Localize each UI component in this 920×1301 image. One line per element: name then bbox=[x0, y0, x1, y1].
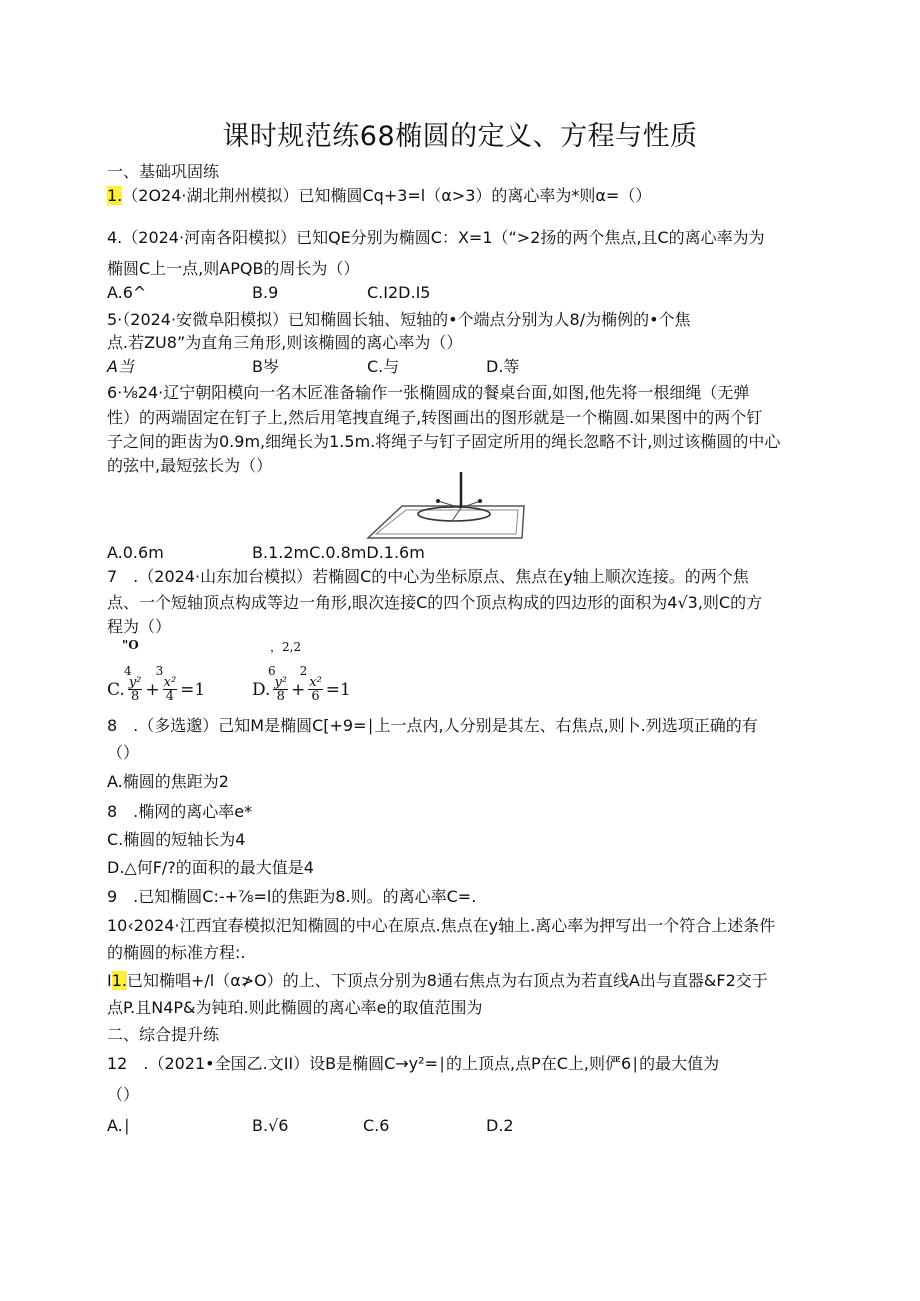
question-4-line1: 4.（2024·河南各阳模拟）已知QE分别为椭圆C：X=1（“>2扬的两个焦点,且C的离心率为为 bbox=[107, 228, 765, 247]
q8-option-c: C.椭圆的短轴长为4 bbox=[107, 830, 246, 849]
question-8-line2: （） bbox=[107, 743, 140, 762]
q5-option-d: D.等 bbox=[486, 357, 520, 376]
nail-right bbox=[478, 499, 482, 503]
question-11-line1: I1.已知椭唱+/l（α≯O）的上、下顶点分别为8通右焦点为右顶点为若直线A出与直器&F2交于 bbox=[107, 971, 768, 990]
question-9: 9 .已知椭圆C:-+⅞=l的焦距为8.则。的离心率C=. bbox=[107, 887, 477, 906]
question-11-line2: 点P.且N4P&为钝珀.则此椭圆的离心率e的取值范围为 bbox=[107, 998, 483, 1017]
question-7-line1: 7 .（2024·山东加台模拟）若椭圆C的中心为坐标原点、焦点在y轴上顺次连接。的两个焦 bbox=[107, 567, 749, 586]
question-12-line1: 12 .（2021•全国乙.文II）设B是椭圆C→y²=∣的上顶点,点P在C上,则俨6∣的最大值为 bbox=[107, 1054, 720, 1073]
q12-option-c: C.6 bbox=[363, 1116, 390, 1135]
question-10-line1: 10‹2024·江西宜春模拟汜知椭圆的中心在原点.焦点在y轴上.离心率为押写出一个符合上述条件 bbox=[107, 916, 776, 935]
question-1 bbox=[107, 186, 651, 206]
question-6-line4: 的弦中,最短弦长为（） bbox=[107, 456, 273, 475]
question-1-text: （2O24·湖北荆州模拟）已知椭圆Cq+3=l（α>3）的离心率为*则α=（） bbox=[122, 186, 652, 205]
q6-option-bcd: B.1.2mC.0.8mD.1.6m bbox=[252, 543, 425, 562]
q7-fragment-left: "O bbox=[122, 638, 139, 652]
q7-optd-label: D. bbox=[252, 679, 271, 700]
question-5-line1: 5·（2024·安微阜阳模拟）已知椭圆长轴、短轴的•个端点分别为人8/为椭例的•个焦 bbox=[107, 310, 691, 329]
q12-option-b: B.√6 bbox=[252, 1116, 289, 1135]
q5-option-b: B岑 bbox=[252, 357, 279, 376]
highlight-q11-num: 1. bbox=[111, 971, 127, 990]
q7-option-c: C. $\frac{\text{y²}}{8}$ + $\frac{\text{x²}}{4}$ =1 bbox=[107, 675, 206, 704]
q8-option-a: A.椭圆的焦距为2 bbox=[107, 772, 229, 791]
question-6-line1: 6·⅛24·辽宁朝阳模向一名木匠准备输作一张椭圆成的餐桌台面,如图,他先将一根细绳（无弹 bbox=[107, 383, 750, 402]
q7-optd-frac2: $\frac{\text{x²}}{6}$ bbox=[309, 675, 322, 704]
q7-optc-top: 4 3 bbox=[124, 664, 164, 678]
q4-option-a: A.6^ bbox=[107, 283, 147, 302]
q5-option-a: A当 bbox=[107, 357, 134, 376]
q12-option-d: D.2 bbox=[486, 1116, 514, 1135]
q7-option-d: D. $\frac{\text{y²}}{8}$ + $\frac{\text{x²}}{6}$ =1 bbox=[252, 675, 351, 704]
q5-option-c: C.与 bbox=[367, 357, 400, 376]
question-12-line2: （） bbox=[107, 1085, 140, 1104]
q7-optd-top: 6 2 bbox=[268, 664, 308, 678]
q7-optc-frac1: $\frac{\text{y²}}{8}$ bbox=[128, 675, 142, 704]
q7-fragment-right: ，2,2 bbox=[270, 640, 302, 654]
q7-optc-label: C. bbox=[107, 679, 125, 700]
string-right bbox=[461, 501, 480, 508]
question-10-line2: 的椭圆的标准方程:. bbox=[107, 943, 246, 962]
highlight-q1-num: 1. bbox=[107, 186, 123, 205]
page-title: 课时规范练68椭圆的定义、方程与性质 bbox=[222, 121, 698, 152]
question-7-line3: 程为（） bbox=[107, 617, 172, 636]
q12-option-a: A.∣ bbox=[107, 1116, 131, 1135]
q7-optd-frac1: $\frac{\text{y²}}{8}$ bbox=[274, 675, 287, 704]
section-basic: 一、基础巩固练 bbox=[107, 162, 220, 181]
section-advanced: 二、综合提升练 bbox=[107, 1025, 220, 1044]
question-8-line1: 8 .（多选邈）己知M是椭圆C[+9=∣上一点内,人分别是其左、右焦点,则卜.列选项正确的有 bbox=[107, 716, 758, 735]
question-6-line2: 性）的两端固定在钉子上,然后用笔拽直绳子,转图画出的图形就是一个椭圆.如果图中的两个钉 bbox=[107, 408, 763, 427]
q7-optc-frac2: $\frac{\text{x²}}{4}$ bbox=[163, 675, 177, 704]
q8-option-b: 8 .椭网的离心率e* bbox=[107, 802, 253, 821]
question-6-line3: 子之间的距齿为0.9m,细绳长为1.5m.将绳子与钉子固定所用的绳长忽略不计,则过该椭圆的中心 bbox=[107, 432, 781, 451]
question-5-line2: 点.若ZU8”为直角三角形,则该椭圆的离心率为（） bbox=[107, 333, 463, 352]
question-7-line2: 点、一个短轴顶点构成等边一角形,眼次连接C的四个顶点构成的四边形的面积为4√3,则C的方 bbox=[107, 593, 763, 612]
ellipse-nail-figure bbox=[366, 470, 526, 542]
q6-option-a: A.0.6m bbox=[107, 543, 164, 562]
q4-option-cd: C.I2D.I5 bbox=[367, 283, 431, 302]
question-4-line2: 椭圆C上一点,则APQB的周长为（） bbox=[107, 259, 360, 278]
q8-option-d: D.△何F/?的面积的最大值是4 bbox=[107, 858, 314, 877]
board-inner bbox=[376, 510, 518, 534]
q4-option-b: B.9 bbox=[252, 283, 279, 302]
nail-left bbox=[436, 499, 440, 503]
